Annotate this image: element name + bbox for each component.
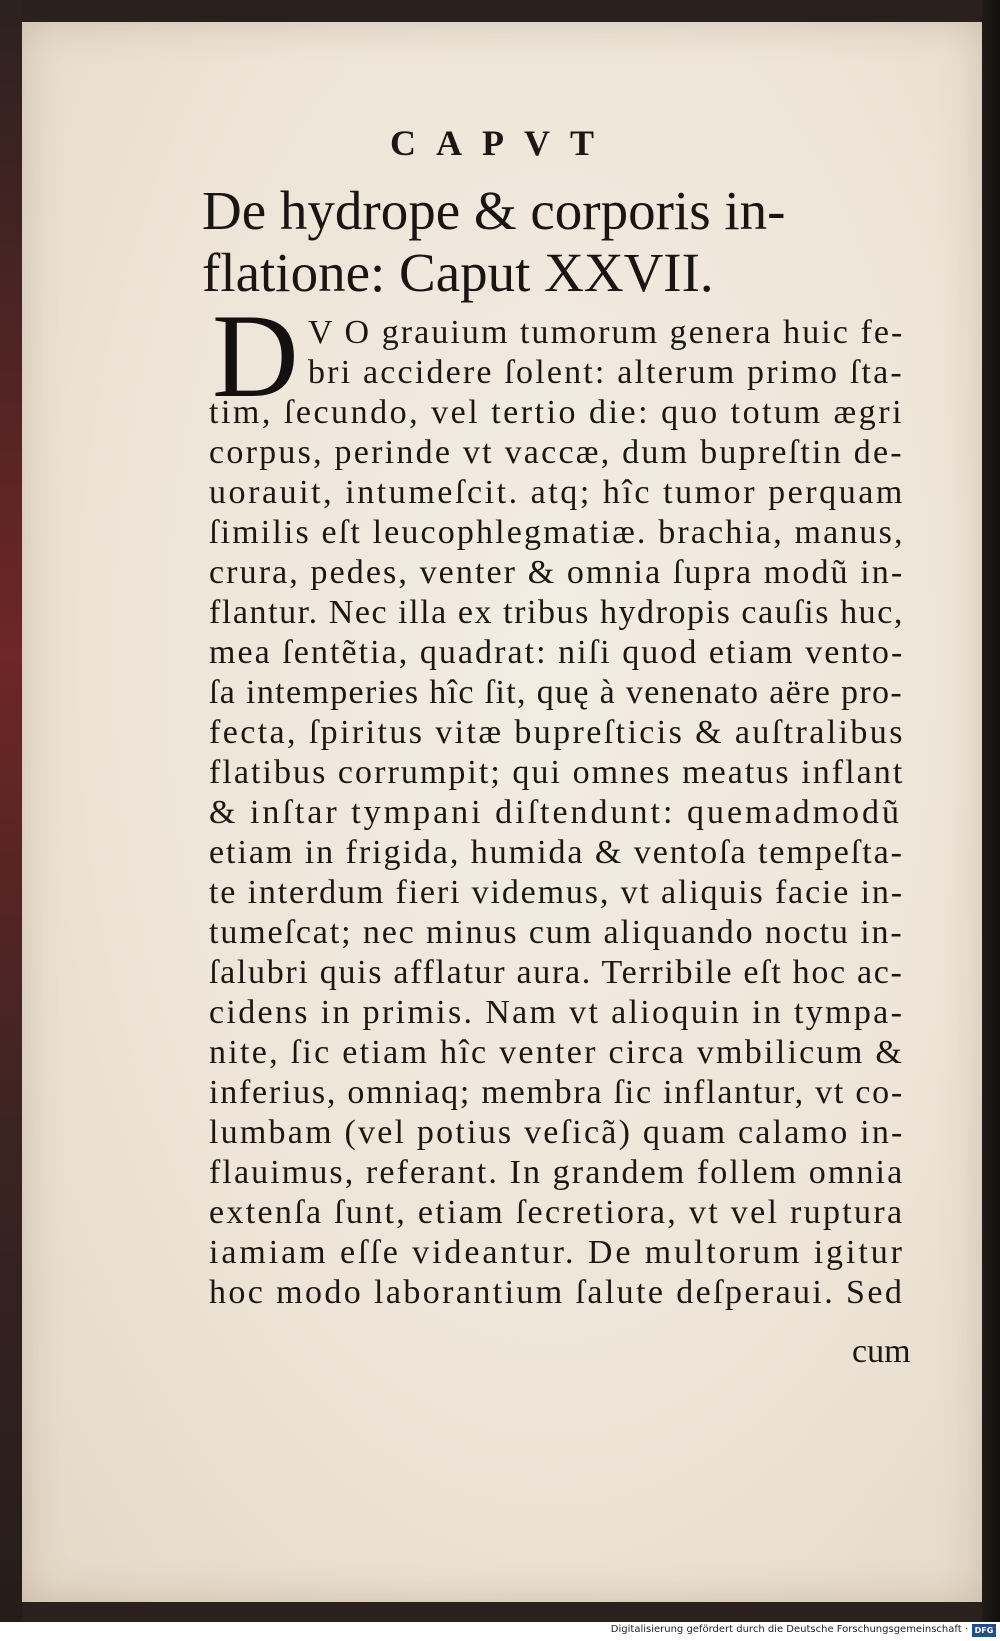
text-line: tumeſcat; nec minus cum aliquando noctu in- — [209, 914, 904, 951]
drop-cap-initial: D — [212, 289, 299, 422]
chapter-title — [202, 180, 922, 304]
text-line: hoc modo laborantium ſalute deſperaui. Sed — [209, 1274, 905, 1311]
book-spine-edge — [0, 0, 22, 1641]
text-line: & inſtar tympani diſtendunt: quemadmodũ — [209, 794, 903, 831]
text-line: lumbam (vel potius veſicã) quam calamo in- — [209, 1114, 905, 1151]
text-line: crura, pedes, venter & omnia ſupra modũ in- — [209, 554, 905, 591]
text-line: te interdum fieri videmus, vt aliquis facie in- — [209, 874, 904, 911]
text-line: V O grauium tumorum genera huic fe- — [308, 314, 905, 351]
footer-credit: Digitalisierung gefördert durch die Deutsche Forschungsgemeinschaft · — [610, 1624, 968, 1635]
dfg-logo-icon: DFG — [972, 1624, 996, 1637]
text-line: fecta, ſpiritus vitæ bupreſticis & auſtralibus — [209, 714, 905, 751]
chapter-title-line-1: De hydrope & corporis in- — [202, 180, 786, 241]
running-head: CAPVT — [390, 123, 614, 163]
text-line: bri accidere ſolent: alterum primo ſta- — [308, 354, 904, 391]
book-right-edge — [982, 0, 1000, 1641]
text-line: uorauit, intumeſcit. atq; hîc tumor perquam — [209, 474, 905, 511]
text-line: iamiam eſſe videantur. De multorum igitur — [209, 1234, 905, 1271]
text-line: ſimilis eſt leucophlegmatiæ. brachia, manus, — [209, 514, 905, 551]
chapter-title-line-2: flatione: Caput XXVII. — [202, 242, 714, 303]
text-line: flauimus, referant. In grandem follem omnia — [209, 1154, 905, 1191]
text-line: tim, ſecundo, vel tertio die: quo totum ægri — [209, 394, 905, 431]
text-line: mea ſentẽtia, quadrat: niſi quod etiam vento- — [209, 634, 905, 671]
text-line: corpus, perinde vt vaccæ, dum bupreſtin de- — [209, 434, 904, 471]
text-line: extenſa ſunt, etiam ſecretiora, vt vel ruptura — [209, 1194, 905, 1231]
text-line: inferius, omniaq; membra ſic inflantur, vt co- — [209, 1074, 904, 1111]
text-line: etiam in frigida, humida & ventoſa tempeſta- — [209, 834, 904, 871]
book-page — [22, 22, 982, 1602]
text-line: flantur. Nec illa ex tribus hydropis cauſis huc, — [209, 594, 904, 631]
text-line: ſa intemperies hîc ſit, quę à venenato aëre pro- — [209, 674, 904, 711]
text-line: flatibus corrumpit; qui omnes meatus inflant — [209, 754, 905, 791]
text-line: ſalubri quis afflatur aura. Terribile eſt hoc ac- — [209, 954, 904, 991]
catchword: cum — [852, 1333, 911, 1370]
text-line: nite, ſic etiam hîc venter circa vmbilicum & — [209, 1034, 905, 1071]
text-line: cidens in primis. Nam vt alioquin in tympa- — [209, 994, 905, 1031]
